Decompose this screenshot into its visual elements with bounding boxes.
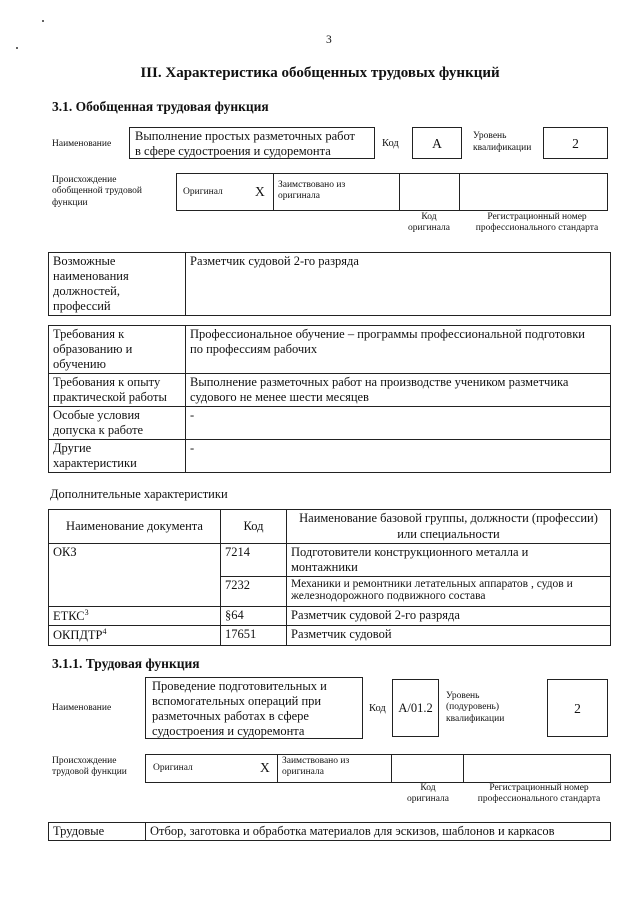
row-okz-code: 7214 [221,544,287,577]
row-okpdtr-code: 17651 [221,626,287,645]
tf-heading: 3.1.1. Трудовая функция [52,656,200,671]
additional-table [48,509,611,646]
label-line: трудовой функции [52,767,127,778]
tf-actions-label: Трудовые [49,823,146,841]
gtf-name-line2: в сфере судостроения и судоремонта [135,144,331,158]
tf-code-box [392,679,439,737]
tf-code-label: Код [369,703,386,714]
tf-level-value: 2 [574,701,581,716]
req-conditions-label [49,407,186,440]
gtf-code-original-label [398,212,460,235]
req-education-label [49,326,186,374]
gtf-level-label1: Уровень [473,131,507,141]
label-line: Другие [53,441,92,455]
row-okpdtr-doc [49,626,221,645]
label-line: Код [420,783,436,793]
label-line: наименования [53,269,129,283]
origin-label-line: Происхождение [52,175,117,185]
value-line: Профессиональное обучение – программы профессиональной подготовки [190,327,585,341]
doc-name: ОКПДТР [53,628,103,643]
label-line: (подуровень) [446,702,500,713]
tf-name-line: Проведение подготовительных и [152,679,327,693]
section-title: III. Характеристика обобщенных трудовых функций [140,65,500,81]
tf-code-value: A/01.2 [398,701,433,715]
scan-speck [16,47,18,49]
label-line: профессионального стандарта [477,794,601,805]
row-etks-doc [49,607,221,626]
name-line: монтажники [291,560,358,575]
tf-name-line: разметочных работах в сфере [152,709,309,723]
additional-title: Дополнительные характеристики [50,487,228,501]
req-education-value [186,326,611,374]
tf-name-line: вспомогательных операций при [152,694,322,708]
req-other-label [49,440,186,473]
tf-origin-box [145,754,611,783]
label-line: оригинала [407,794,449,805]
label-line: профессионального стандарта [475,223,599,234]
label-line: характеристики [53,456,137,470]
gtf-name-label: Наименование [52,139,112,149]
tf-level-label [446,691,504,725]
tf-code-original-label [396,783,460,806]
tf-actions-value: Отбор, заготовка и обработка материалов для эскизов, шаблонов и каркасов [146,823,611,841]
req-experience-value [186,374,611,407]
tf-name-label: Наименование [52,703,112,713]
name-line: железнодорожного подвижного состава [291,590,486,603]
scan-speck [42,20,44,22]
gtf-origin-box [176,173,608,211]
row-okz-doc: ОКЗ [49,544,221,607]
gtf-original-label: Оригинал [183,187,223,197]
label-line: Возможные [53,254,116,268]
requirements-table [48,325,611,473]
tf-actions-table [48,822,611,841]
row-okpdtr-name: Разметчик судовой [287,626,611,645]
gtf-code-label: Код [382,138,399,149]
label-line: Требования к [53,327,125,341]
tf-origin-label [52,756,127,779]
req-other-value: - [186,440,611,473]
gtf-level-value: 2 [572,136,579,151]
footnote-ref: 4 [102,627,107,637]
name-line: Подготовители конструкционного металла и [291,545,529,560]
label-line: должностей, [53,284,120,298]
row-okz2-name [287,577,611,607]
tf-name-line: судостроения и судоремонта [152,724,305,738]
label-line: профессий [53,299,111,313]
row-okz-name [287,544,611,577]
gtf-name-line1: Выполнение простых разметочных работ [135,129,356,143]
label-line: обучению [53,357,106,371]
gtf-origin-label [52,175,142,209]
origin-label-line: функции [52,197,88,208]
doc-name: ЕТКС [53,609,85,624]
col-header-code: Код [221,510,287,544]
page-number: 3 [326,34,332,46]
borrowed-line: оригинала [282,767,324,778]
label-line: квалификации [446,713,505,724]
tf-level-box [547,679,608,737]
possible-names-table [48,252,611,316]
gtf-heading: 3.1. Обобщенная трудовая функция [52,99,269,114]
row-etks-name: Разметчик судовой 2-го разряда [287,607,611,626]
label-line: образованию и [53,342,133,356]
gtf-code-box [412,127,462,159]
gtf-name-box [129,127,375,159]
borrowed-line: оригинала [278,191,320,202]
tf-name-box [145,677,363,739]
req-conditions-value: - [186,407,611,440]
label-line: Регистрационный номер [487,212,587,222]
possible-names-value: Разметчик судовой 2-го разряда [186,253,611,316]
label-line: Происхождение [52,756,117,766]
value-line: Выполнение разметочных работ на производстве учеником разметчика [190,375,569,389]
borrowed-line: Заимствовано из [278,180,346,190]
value-line: судового не менее шести месяцев [190,390,369,404]
footnote-ref: 3 [84,608,89,618]
row-etks-code: §64 [221,607,287,626]
possible-names-label [49,253,186,316]
label-line: Код [421,212,437,222]
col-header-document: Наименование документа [49,510,221,544]
label-line: оригинала [408,223,450,234]
gtf-level-box [543,127,608,159]
gtf-reg-number-label [462,212,612,235]
gtf-code-value: A [432,136,442,151]
gtf-level-label2: квалификации [473,143,532,153]
req-experience-label [49,374,186,407]
tf-original-label: Оригинал [153,763,193,773]
borrowed-line: Заимствовано из [282,756,350,766]
label-line: Требования к опыту [53,375,161,389]
col-header-group: Наименование базовой группы, должности (профессии) или специальности [287,510,611,544]
value-line: по профессиям рабочих [190,342,318,356]
label-line: Особые условия [53,408,140,422]
tf-original-mark: X [260,760,270,775]
name-line: Механики и ремонтники летательных аппаратов , судов и [291,578,573,591]
label-line: Уровень [446,691,480,701]
origin-label-line: обобщенной трудовой [52,186,142,197]
label-line: допуска к работе [53,423,144,437]
tf-reg-number-label [464,783,614,806]
gtf-borrowed-label [278,180,345,203]
row-okz2-code: 7232 [221,577,287,607]
gtf-original-mark: X [255,184,265,199]
label-line: Регистрационный номер [489,783,589,793]
label-line: практической работы [53,390,167,404]
tf-borrowed-label [282,756,349,779]
